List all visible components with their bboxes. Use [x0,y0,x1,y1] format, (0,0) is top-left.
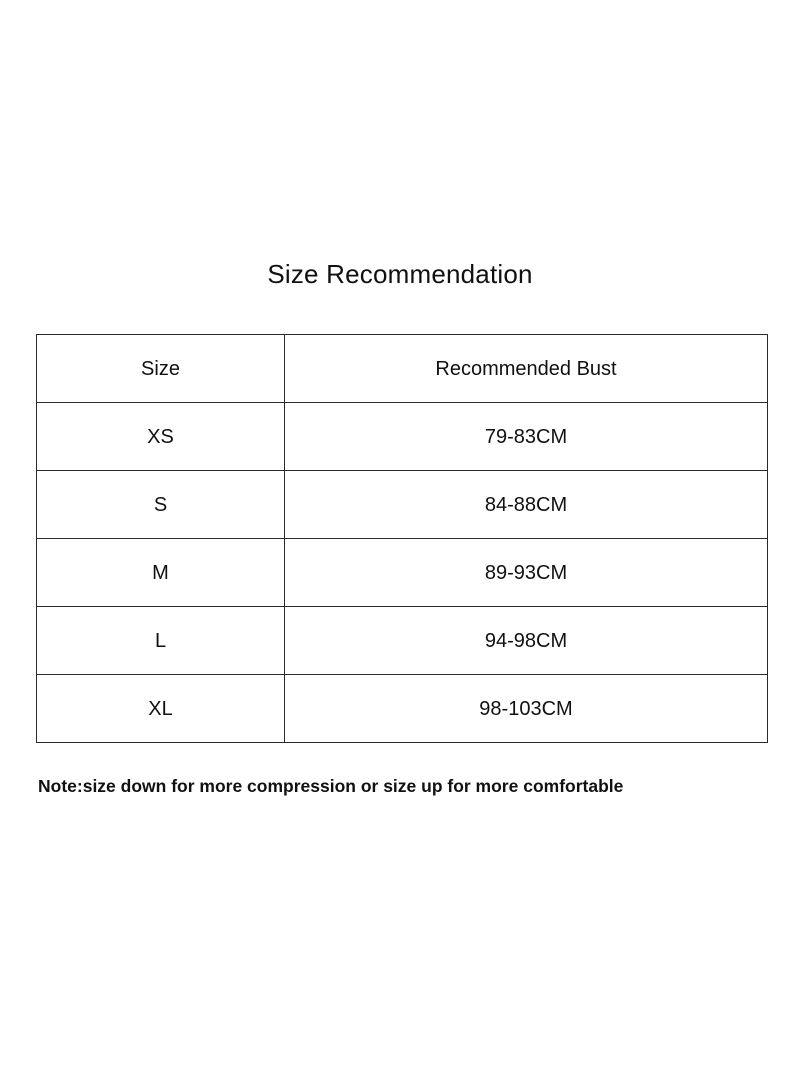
bust-cell: 79-83CM [285,403,768,471]
bust-cell: 84-88CM [285,471,768,539]
size-cell: XL [37,675,285,743]
table-row [37,675,768,743]
table-row [37,607,768,675]
table-row [37,539,768,607]
bust-cell: 94-98CM [285,607,768,675]
header-size: Size [37,335,285,403]
bust-cell: 89-93CM [285,539,768,607]
size-cell: S [37,471,285,539]
size-note: Note:size down for more compression or size up for more comfortable [38,776,624,796]
table-header-row [37,335,768,403]
header-recommended-bust: Recommended Bust [285,335,768,403]
table-row [37,403,768,471]
bust-cell: 98-103CM [285,675,768,743]
table-row [37,471,768,539]
size-cell: XS [37,403,285,471]
size-cell: M [37,539,285,607]
page-title: Size Recommendation [267,259,533,289]
size-table [36,334,768,743]
size-cell: L [37,607,285,675]
